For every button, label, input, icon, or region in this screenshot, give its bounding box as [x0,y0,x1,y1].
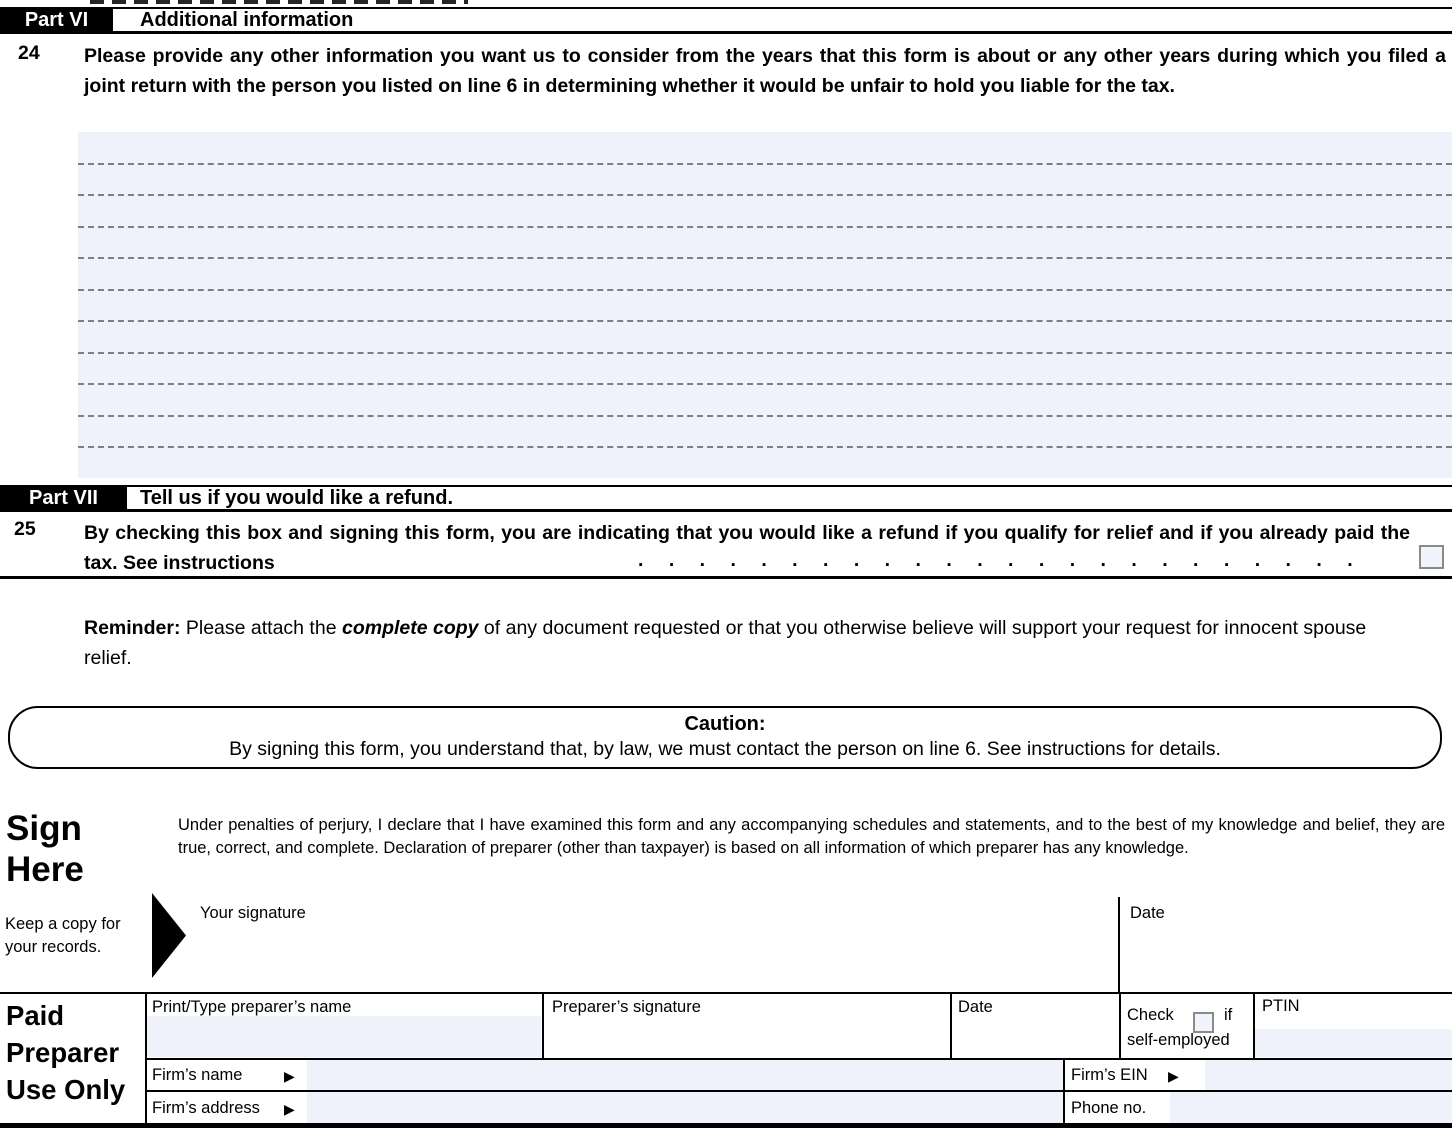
firm-ein-field[interactable] [1205,1060,1452,1090]
preparer-section-top-border [0,992,1452,994]
writing-line [78,194,1452,196]
perjury-statement: Under penalties of perjury, I declare that I have examined this form and any accompanying schedules and statements, and to the best of my knowledge and belief, they are true, correct, and complete. Declaration of preparer (other than taxpayer) is based on all information of which preparer has any knowledge. [178,816,1445,857]
line-25-text: By checking this box and signing this form, you are indicating that you would like a refund if you qualify for relief and if you already paid the tax. See instructions [84,522,1410,574]
part-vi-title: Additional information [140,8,354,31]
firm-name-arrow-icon: ▶ [284,1068,295,1084]
row1-divider-3 [1119,992,1121,1058]
firm-address-label: Firm’s address [152,1099,260,1117]
pointer-arrow-icon [152,893,186,978]
line-24-writing-area[interactable] [78,132,1452,478]
writing-line [78,226,1452,228]
part-vi-header [0,7,1452,34]
reminder-text-after: of any document requested or that you otherwise believe will support your request for innocent spouse relief. [84,617,1367,669]
part-vii-badge: Part VII [0,487,127,509]
phone-label: Phone no. [1071,1099,1147,1117]
part-vi-badge: Part VI [0,9,113,31]
keep-copy-note: Keep a copy for your records. [5,915,121,956]
your-signature-label: Your signature [200,904,306,922]
ptin-field[interactable] [1255,1029,1452,1057]
preparer-date-field[interactable] [952,1016,1117,1057]
firm-ein-label: Firm’s EIN [1071,1066,1148,1084]
preparer-signature-field[interactable] [544,1016,948,1057]
self-employed-checkbox[interactable] [1193,1012,1214,1033]
row1-divider-2 [950,992,952,1058]
preparer-name-label: Print/Type preparer’s name [152,998,352,1016]
phone-field[interactable] [1170,1092,1452,1123]
preparer-section-title: Paid Preparer Use Only [6,1000,126,1105]
preparer-date-label: Date [958,998,993,1016]
firm-name-label: Firm’s name [152,1066,243,1084]
reminder-paragraph [84,613,1378,673]
signature-date-field[interactable] [1130,922,1440,987]
your-signature-field[interactable] [200,922,1100,987]
part-vii-header [0,485,1452,512]
line-24-number: 24 [18,42,40,64]
firm-name-field[interactable] [307,1060,1063,1090]
writing-line [78,415,1452,417]
writing-line [78,320,1452,322]
caution-box [8,706,1442,769]
ptin-label: PTIN [1262,997,1300,1015]
reminder-text-before: Please attach the [180,617,342,639]
writing-line [78,446,1452,448]
reminder-emphasis: complete copy [341,617,479,639]
writing-line [78,352,1452,354]
writing-line [78,289,1452,291]
line-24-text: Please provide any other information you want us to consider from the years that this form is about or any other years during which you filed a joint return with the person you listed on line 6 in determining whether it would be unfair to hold you liable for the tax. [84,45,1446,97]
section-rule [0,576,1452,579]
row1-divider-4 [1253,992,1255,1058]
writing-line [78,257,1452,259]
page-bottom-border [0,1123,1452,1128]
writing-line [78,383,1452,385]
cut-off-text-artifact [90,0,468,4]
refund-checkbox[interactable] [1419,545,1444,569]
part-vii-title: Tell us if you would like a refund. [140,486,453,509]
row1-divider-1 [542,992,544,1058]
writing-line [78,163,1452,165]
line-25-number: 25 [14,518,36,540]
firm-address-arrow-icon: ▶ [284,1101,295,1117]
signature-date-divider [1118,897,1120,992]
check-word-3: self-employed [1127,1031,1230,1049]
check-word-2: if [1224,1006,1233,1024]
signature-date-label: Date [1130,904,1165,922]
line-25-dot-leader: . . . . . . . . . . . . . . . . . . . . . . . . [638,549,1353,571]
firm-ein-arrow-icon: ▶ [1168,1068,1179,1084]
sign-here-heading: Sign Here [6,809,84,889]
caution-text: By signing this form, you understand that, by law, we must contact the person on line 6. See instructions for details. [229,738,1221,760]
firm-address-field[interactable] [307,1092,1063,1123]
preparer-signature-label: Preparer’s signature [552,998,701,1016]
reminder-label: Reminder: [84,617,181,639]
check-word-1: Check [1127,1006,1174,1024]
preparer-name-field[interactable] [147,1016,541,1057]
caution-title: Caution: [684,713,766,735]
